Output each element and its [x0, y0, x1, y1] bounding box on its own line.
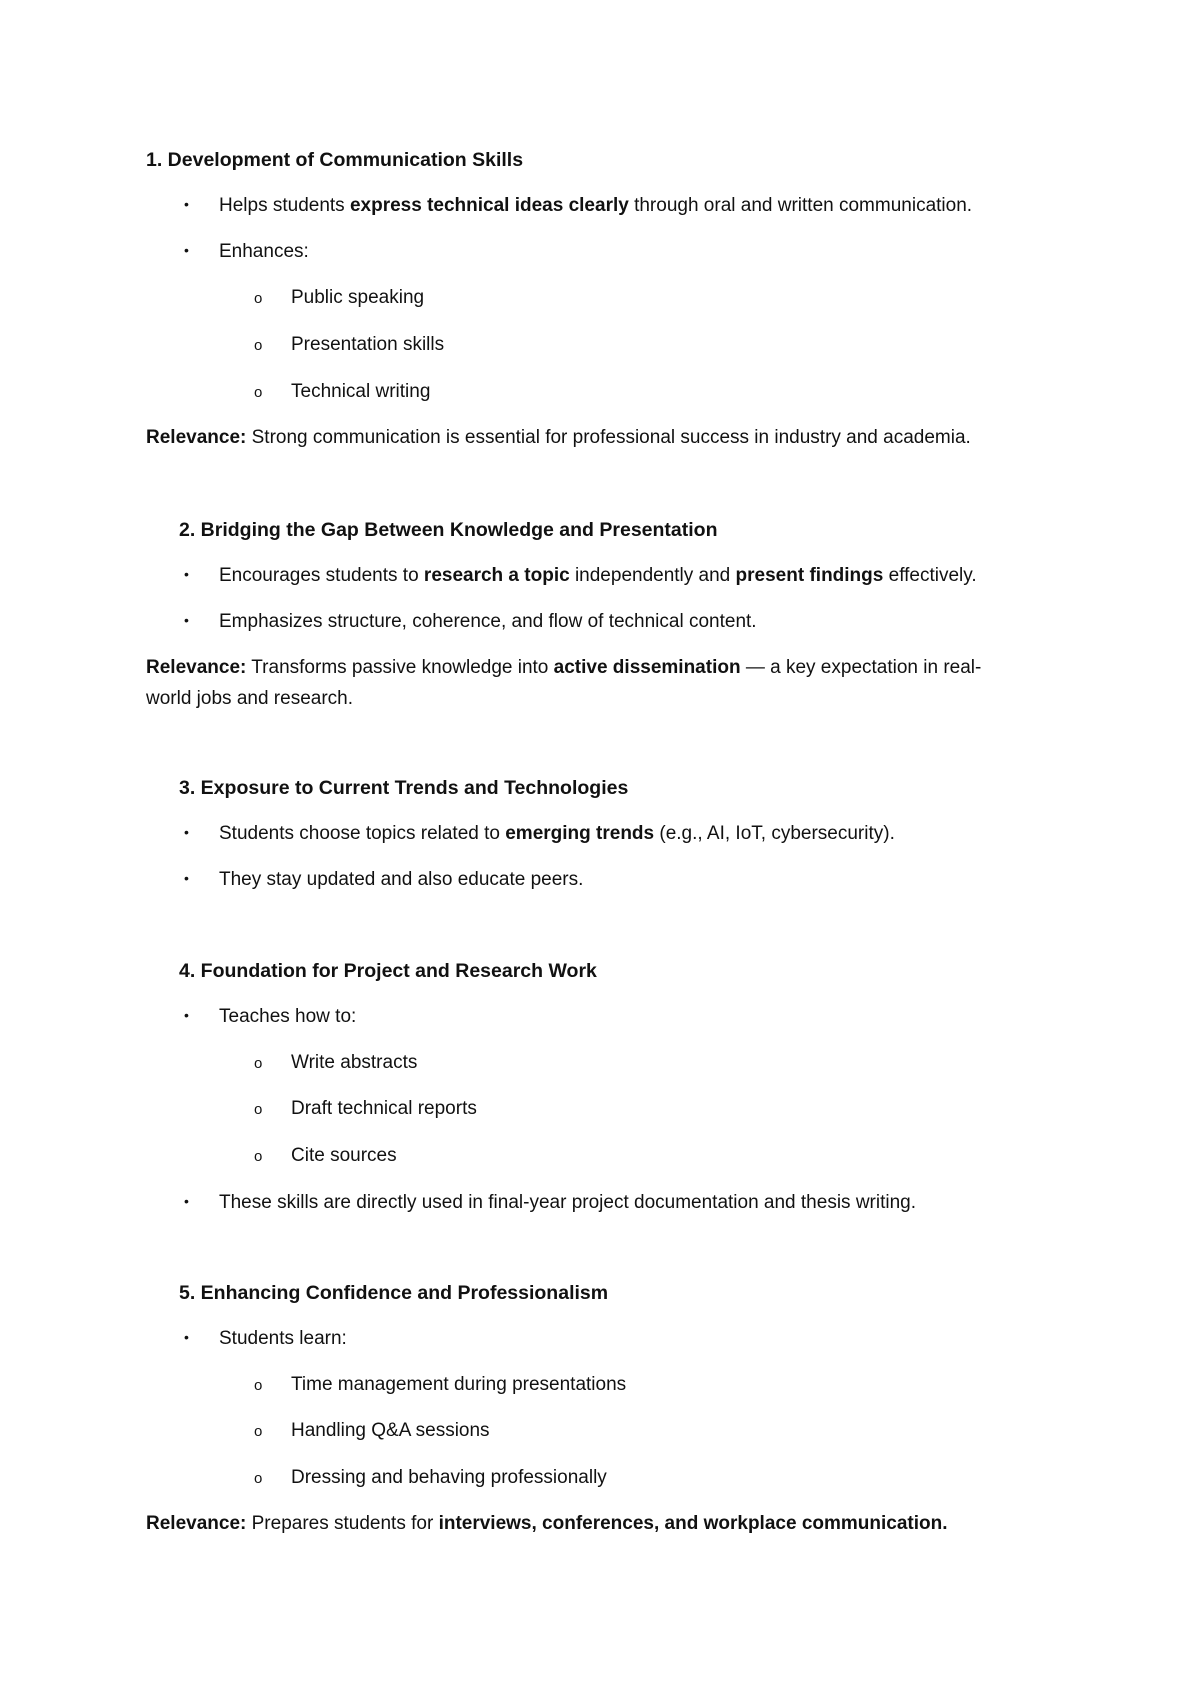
bold-text: active dissemination [553, 657, 741, 678]
bullet-marker: • [184, 870, 189, 886]
bold-text: research a topic [423, 565, 570, 586]
section-4-sub-2: Draft technical reports [291, 1098, 477, 1119]
section-3-bullet-1 [219, 822, 895, 846]
text: Transforms passive knowledge into [246, 657, 554, 678]
bullet-marker: • [184, 196, 189, 212]
bold-text: express technical ideas clearly [349, 195, 629, 216]
section-5-sub-3: Dressing and behaving professionally [291, 1467, 607, 1488]
bullet-marker: • [184, 612, 189, 628]
relevance-label: Relevance: [146, 1513, 247, 1534]
section-5-relevance [146, 1512, 948, 1536]
text: Strong communication is essential for professional success in industry and academia. [246, 427, 971, 448]
text: Prepares students for [246, 1513, 439, 1534]
bold-text: interviews, conferences, and workplace communication [438, 1513, 943, 1534]
section-1-sub-3: Technical writing [291, 381, 431, 402]
section-5-heading: 5. Enhancing Confidence and Professionalism [179, 1282, 609, 1304]
sub-bullet-marker: o [254, 1101, 263, 1118]
section-2-heading: 2. Bridging the Gap Between Knowledge and Presentation [179, 519, 718, 541]
section-4-sub-3: Cite sources [291, 1145, 397, 1166]
bold-text: present findings [735, 565, 884, 586]
section-2-relevance [146, 656, 981, 680]
text: — a key expectation in real- [740, 657, 982, 678]
bullet-marker: • [184, 1329, 189, 1345]
section-2-bullet-2: Emphasizes structure, coherence, and flow of technical content. [219, 611, 757, 632]
text: (e.g., AI, IoT, cybersecurity). [654, 823, 895, 844]
bold-text: . [942, 1513, 948, 1534]
section-5-bullet-1: Students learn: [219, 1328, 347, 1349]
bullet-marker: • [184, 824, 189, 840]
section-1-relevance [146, 426, 971, 450]
section-1-bullet-2: Enhances: [219, 241, 309, 262]
section-4-sub-1: Write abstracts [291, 1052, 418, 1073]
section-3-heading: 3. Exposure to Current Trends and Technologies [179, 777, 629, 799]
bullet-marker: • [184, 1007, 189, 1023]
section-4-heading: 4. Foundation for Project and Research Work [179, 960, 597, 982]
bullet-marker: • [184, 566, 189, 582]
section-1-bullet-1 [219, 194, 972, 218]
sub-bullet-marker: o [254, 1055, 263, 1072]
relevance-label: Relevance: [146, 427, 247, 448]
text: effectively. [883, 565, 977, 586]
sub-bullet-marker: o [254, 290, 263, 307]
section-1-sub-1: Public speaking [291, 287, 425, 308]
section-4-bullet-2: These skills are directly used in final-year project documentation and thesis writing. [219, 1192, 916, 1213]
sub-bullet-marker: o [254, 1470, 263, 1487]
sub-bullet-marker: o [254, 1148, 263, 1165]
section-5-sub-2: Handling Q&A sessions [291, 1420, 490, 1441]
section-4-bullet-1: Teaches how to: [219, 1006, 357, 1027]
bullet-marker: • [184, 242, 189, 258]
text: independently and [569, 565, 736, 586]
section-1-heading: 1. Development of Communication Skills [146, 149, 524, 171]
text: Encourages students to [219, 565, 424, 586]
sub-bullet-marker: o [254, 384, 263, 401]
text: Students choose topics related to [219, 823, 506, 844]
section-2-relevance-line-2: world jobs and research. [146, 688, 353, 709]
sub-bullet-marker: o [254, 1423, 263, 1440]
section-3-bullet-2: They stay updated and also educate peers. [219, 869, 584, 890]
text: through oral and written communication. [628, 195, 973, 216]
relevance-label: Relevance: [146, 657, 247, 678]
sub-bullet-marker: o [254, 1377, 263, 1394]
section-2-bullet-1 [219, 564, 977, 588]
bullet-marker: • [184, 1193, 189, 1209]
section-5-sub-1: Time management during presentations [291, 1374, 627, 1395]
bold-text: emerging trends [505, 823, 655, 844]
section-1-sub-2: Presentation skills [291, 334, 445, 355]
text: Helps students [219, 195, 350, 216]
sub-bullet-marker: o [254, 337, 263, 354]
